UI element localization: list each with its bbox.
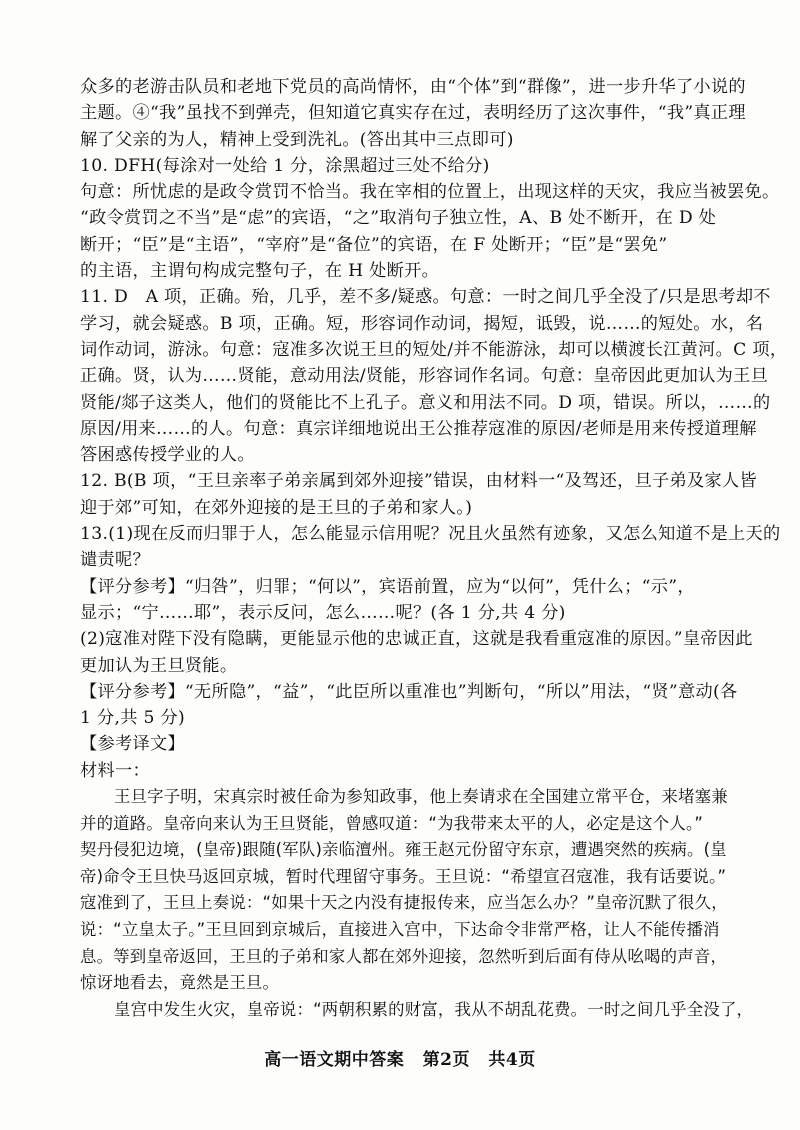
footer-title: 高一语文期中答案	[264, 1050, 405, 1070]
translation-line: 皇宫中发生火灾，皇帝说：“两朝积累的财富，我从不胡乱花费。一时之间几乎全没了，	[114, 999, 754, 1019]
body-line: 谴责呢？	[80, 550, 150, 571]
translation-line: 惊讶地看去，竟然是王旦。	[80, 973, 280, 993]
body-line: 断开；“臣”是“主语”，“宰府”是“备位”的宾语，在 F 处断开；“臣”是“罢免”	[80, 234, 668, 255]
body-line: “政令赏罚之不当”是“虑”的宾语，“之”取消句子独立性，A、B 处不断开，在 D 处	[80, 208, 717, 229]
footer-page-number: 第2页	[422, 1050, 470, 1070]
scoring-reference: 【评分参考】“无所隐”，“益”，“此臣所以重准也”判断句，“所以”用法，“贤”意动(各	[80, 681, 738, 702]
body-line: 词作动词，游泳。句意：寇准多次说王旦的短处/并不能游泳，却可以横渡长江黄河。C 项，	[80, 339, 788, 360]
body-line: 句意：所忧虑的是政令赏罚不恰当。我在宰相的位置上，出现这样的天灾，我应当被罢免。	[80, 182, 780, 203]
body-line: 正确。贤，认为……贤能，意动用法/贤能，形容词作名词。句意：皇帝因此更加认为王旦	[80, 366, 769, 387]
question-12-answer: 12. B(B 项，“王旦亲率子弟亲属到郊外迎接”错误，由材料一“及驾还，旦子弟及家人皆	[80, 471, 757, 492]
body-line: 贤能/郯子这类人，他们的贤能比不上孔子。意义和用法不同。D 项，错误。所以，……的	[80, 392, 771, 413]
translation-line: 王旦字子明，宋真宗时被任命为参知政事，他上奏请求在全国建立常平仓，来堵塞兼	[114, 787, 728, 807]
body-line: 主题。④“我”虽找不到弹壳，但知道它真实存在过，表明经历了这次事件，“我”真正理	[80, 103, 746, 124]
body-line: 迎于郊”可知，在郊外迎接的是王旦的子弟和家人。)	[80, 497, 473, 518]
question-11-answer: 11. D A 项，正确。殆，几乎，差不多/疑惑。句意：一时之间几乎全没了/只是思考却不	[80, 287, 771, 308]
body-line: (2)寇准对陛下没有隐瞒，更能显示他的忠诚正直，这就是我看重寇准的原因。”皇帝因此	[80, 629, 753, 650]
answer-content	[80, 74, 788, 1023]
translation-line: 说：“立皇太子。”王旦回到京城后，直接进入宫中，下达命令非常严格，让人不能传播消	[80, 919, 720, 939]
body-line: 答困惑传授学业的人。	[80, 445, 255, 466]
body-line: 更加认为王旦贤能。	[80, 655, 238, 676]
page-footer	[0, 1045, 800, 1070]
reference-translation-heading: 【参考译文】	[80, 734, 185, 755]
footer-total-pages: 共4页	[488, 1050, 536, 1070]
question-13-answer: 13.(1)现在反而归罪于人，怎么能显示信用呢？况且火虽然有迹象，又怎么知道不是上天的	[80, 524, 781, 545]
translation-line: 契丹侵犯边境，(皇帝)跟随(军队)亲临澶州。雍王赵元份留守东京，遭遇突然的疾病。(皇	[80, 840, 727, 860]
material-one-label: 材料一：	[80, 760, 150, 781]
translation-line: 息。等到皇帝返回，王旦的子弟和家人都在郊外迎接，忽然听到后面有侍从吆喝的声音，	[80, 946, 728, 966]
body-line: 显示；“宁……耶”，表示反问，怎么……呢？(各 1 分,共 4 分)	[80, 602, 566, 623]
body-line: 解了父亲的为人，精神上受到洗礼。(答出其中三点即可)	[80, 129, 514, 150]
body-line: 学习，就会疑惑。B 项，正确。短，形容词作动词，揭短，诋毁，说……的短处。水，名	[80, 313, 764, 334]
body-line: 原因/用来……的人。句意：真宗详细地说出王公推荐寇准的原因/老师是用来传授道理解	[80, 418, 757, 439]
body-line: 众多的老游击队员和老地下党员的高尚情怀，由“个体”到“群像”，进一步升华了小说的	[80, 77, 746, 97]
scoring-reference: 【评分参考】“归咎”，归罪；“何以”，宾语前置，应为“以何”，凭什么；“示”，	[80, 576, 695, 597]
translation-line: 并的道路。皇帝向来认为王旦贤能，曾感叹道：“为我带来太平的人，必定是这个人。”	[80, 813, 704, 833]
translation-line: 寇准到了，王旦上奏说：“如果十天之内没有捷报传来，应当怎么办？”皇帝沉默了很久，	[80, 893, 728, 913]
translation-line: 帝)命令王旦快马返回京城，暂时代理留守事务。王旦说：“希望宣召寇准，我有话要说。”	[80, 866, 727, 886]
body-line: 1 分,共 5 分)	[80, 708, 185, 729]
body-line: 的主语，主谓句构成完整句子，在 H 处断开。	[80, 261, 440, 282]
question-10-answer: 10. DFH(每涂对一处给 1 分，涂黑超过三处不给分)	[80, 155, 490, 176]
